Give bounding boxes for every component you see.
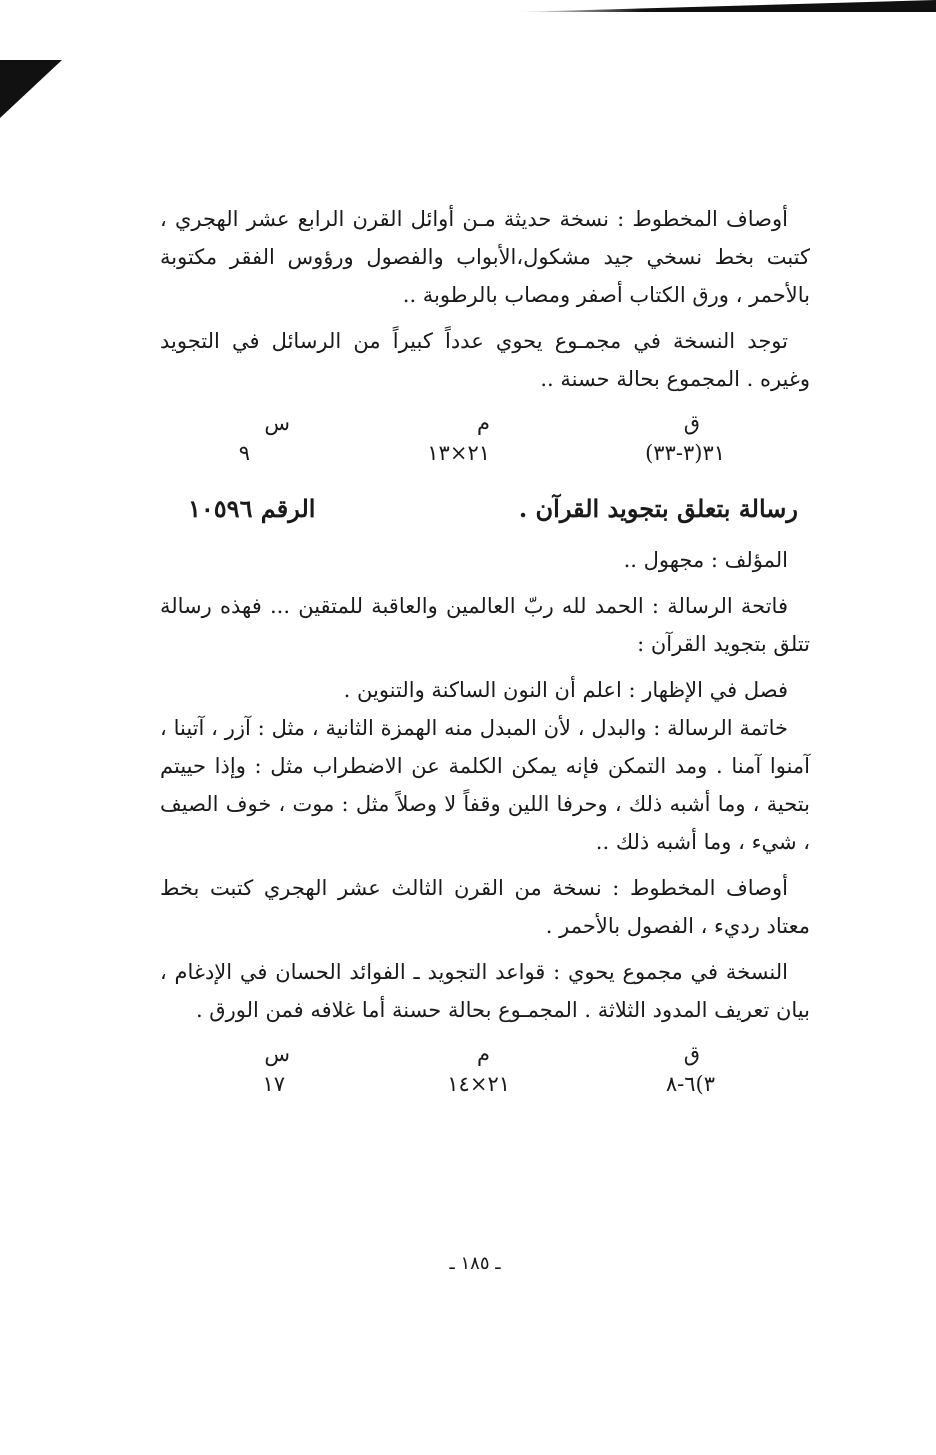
collection-note-2: النسخة في مجموع يحوي : قواعد التجويد ـ الفوائد الحسان في الإدغام ، بيان تعريف المدود الثلاثة . المجمـوع بحالة حسنة أما غلافه فمن الورق . (160, 960, 810, 1022)
manuscript-description-1: أوصاف المخطوط : نسخة حديثة مـن أوائل القرن الرابع عشر الهجري ، كتبت بخط نسخي جيد مشكول،الأبواب والفصول ورؤوس الفقر مكتوبة بالأحمر ، ورق الكتاب أصفر ومصاب بالرطوبة .. (160, 207, 810, 307)
table-1-header-q: ق (683, 411, 700, 435)
document-page (160, 200, 810, 1107)
scan-edge-top (516, 0, 936, 12)
table-2-value-q: ٣)٦-٨ (665, 1072, 715, 1096)
table-1-value-s: ٩ (238, 441, 250, 465)
entry-ending: خاتمة الرسالة : والبدل ، لأن المبدل منه الهمزة الثانية ، مثل : آزر ، آتينا ، آمنوا آمنا . ومد التمكن فإنه يمكن الكلمة عن الاضطراب مثل : وإذا حييتم بتحية ، وما أشبه ذلك ، وحرفا اللين وقفاً لا وصلاً مثل : موت ، خوف الصيف ، شيء ، وما أشبه ذلك .. (160, 716, 810, 854)
manuscript-description-2: أوصاف المخطوط : نسخة من القرن الثالث عشر الهجري كتبت بخط معتاد رديء ، الفصول بالأحمر . (160, 876, 810, 938)
page-number: ـ ١٨٥ ـ (449, 1253, 501, 1274)
table-2-value-s: ١٧ (262, 1072, 285, 1096)
entry-chapter: فصل في الإظهار : اعلم أن النون الساكنة والتنوين . (343, 678, 788, 702)
entry-number: الرقم ١٠٥٩٦ (188, 494, 316, 523)
table-2-header-m: م (476, 1042, 490, 1066)
table-2-value-m: ٢١×١٤ (447, 1072, 510, 1096)
table-1-header-s: س (264, 411, 290, 435)
collection-note-1: توجد النسخة في مجمـوع يحوي عدداً كبيراً من الرسائل في التجويد وغيره . المجموع بحالة حسنة .. (160, 329, 810, 391)
catalog-table-1 (160, 408, 810, 476)
entry-author: المؤلف : مجهول .. (623, 548, 788, 572)
table-2-header-q: ق (683, 1042, 700, 1066)
catalog-table-2 (160, 1039, 810, 1107)
entry-title: رسالة بتعلق بتجويد القرآن . (518, 494, 798, 523)
table-1-value-m: ٢١×١٣ (427, 441, 490, 465)
table-2-header-s: س (264, 1042, 290, 1066)
scan-edge-corner (0, 60, 62, 118)
table-1-header-m: م (476, 411, 490, 435)
table-1-value-q: ٣١(٣-٣٣) (645, 441, 725, 465)
entry-opening: فاتحة الرسالة : الحمد لله ربّ العالمين والعاقبة للمتقين ... فهذه رسالة تتلق بتجويد القرآن : (160, 594, 810, 656)
entry-title-row (160, 494, 810, 523)
